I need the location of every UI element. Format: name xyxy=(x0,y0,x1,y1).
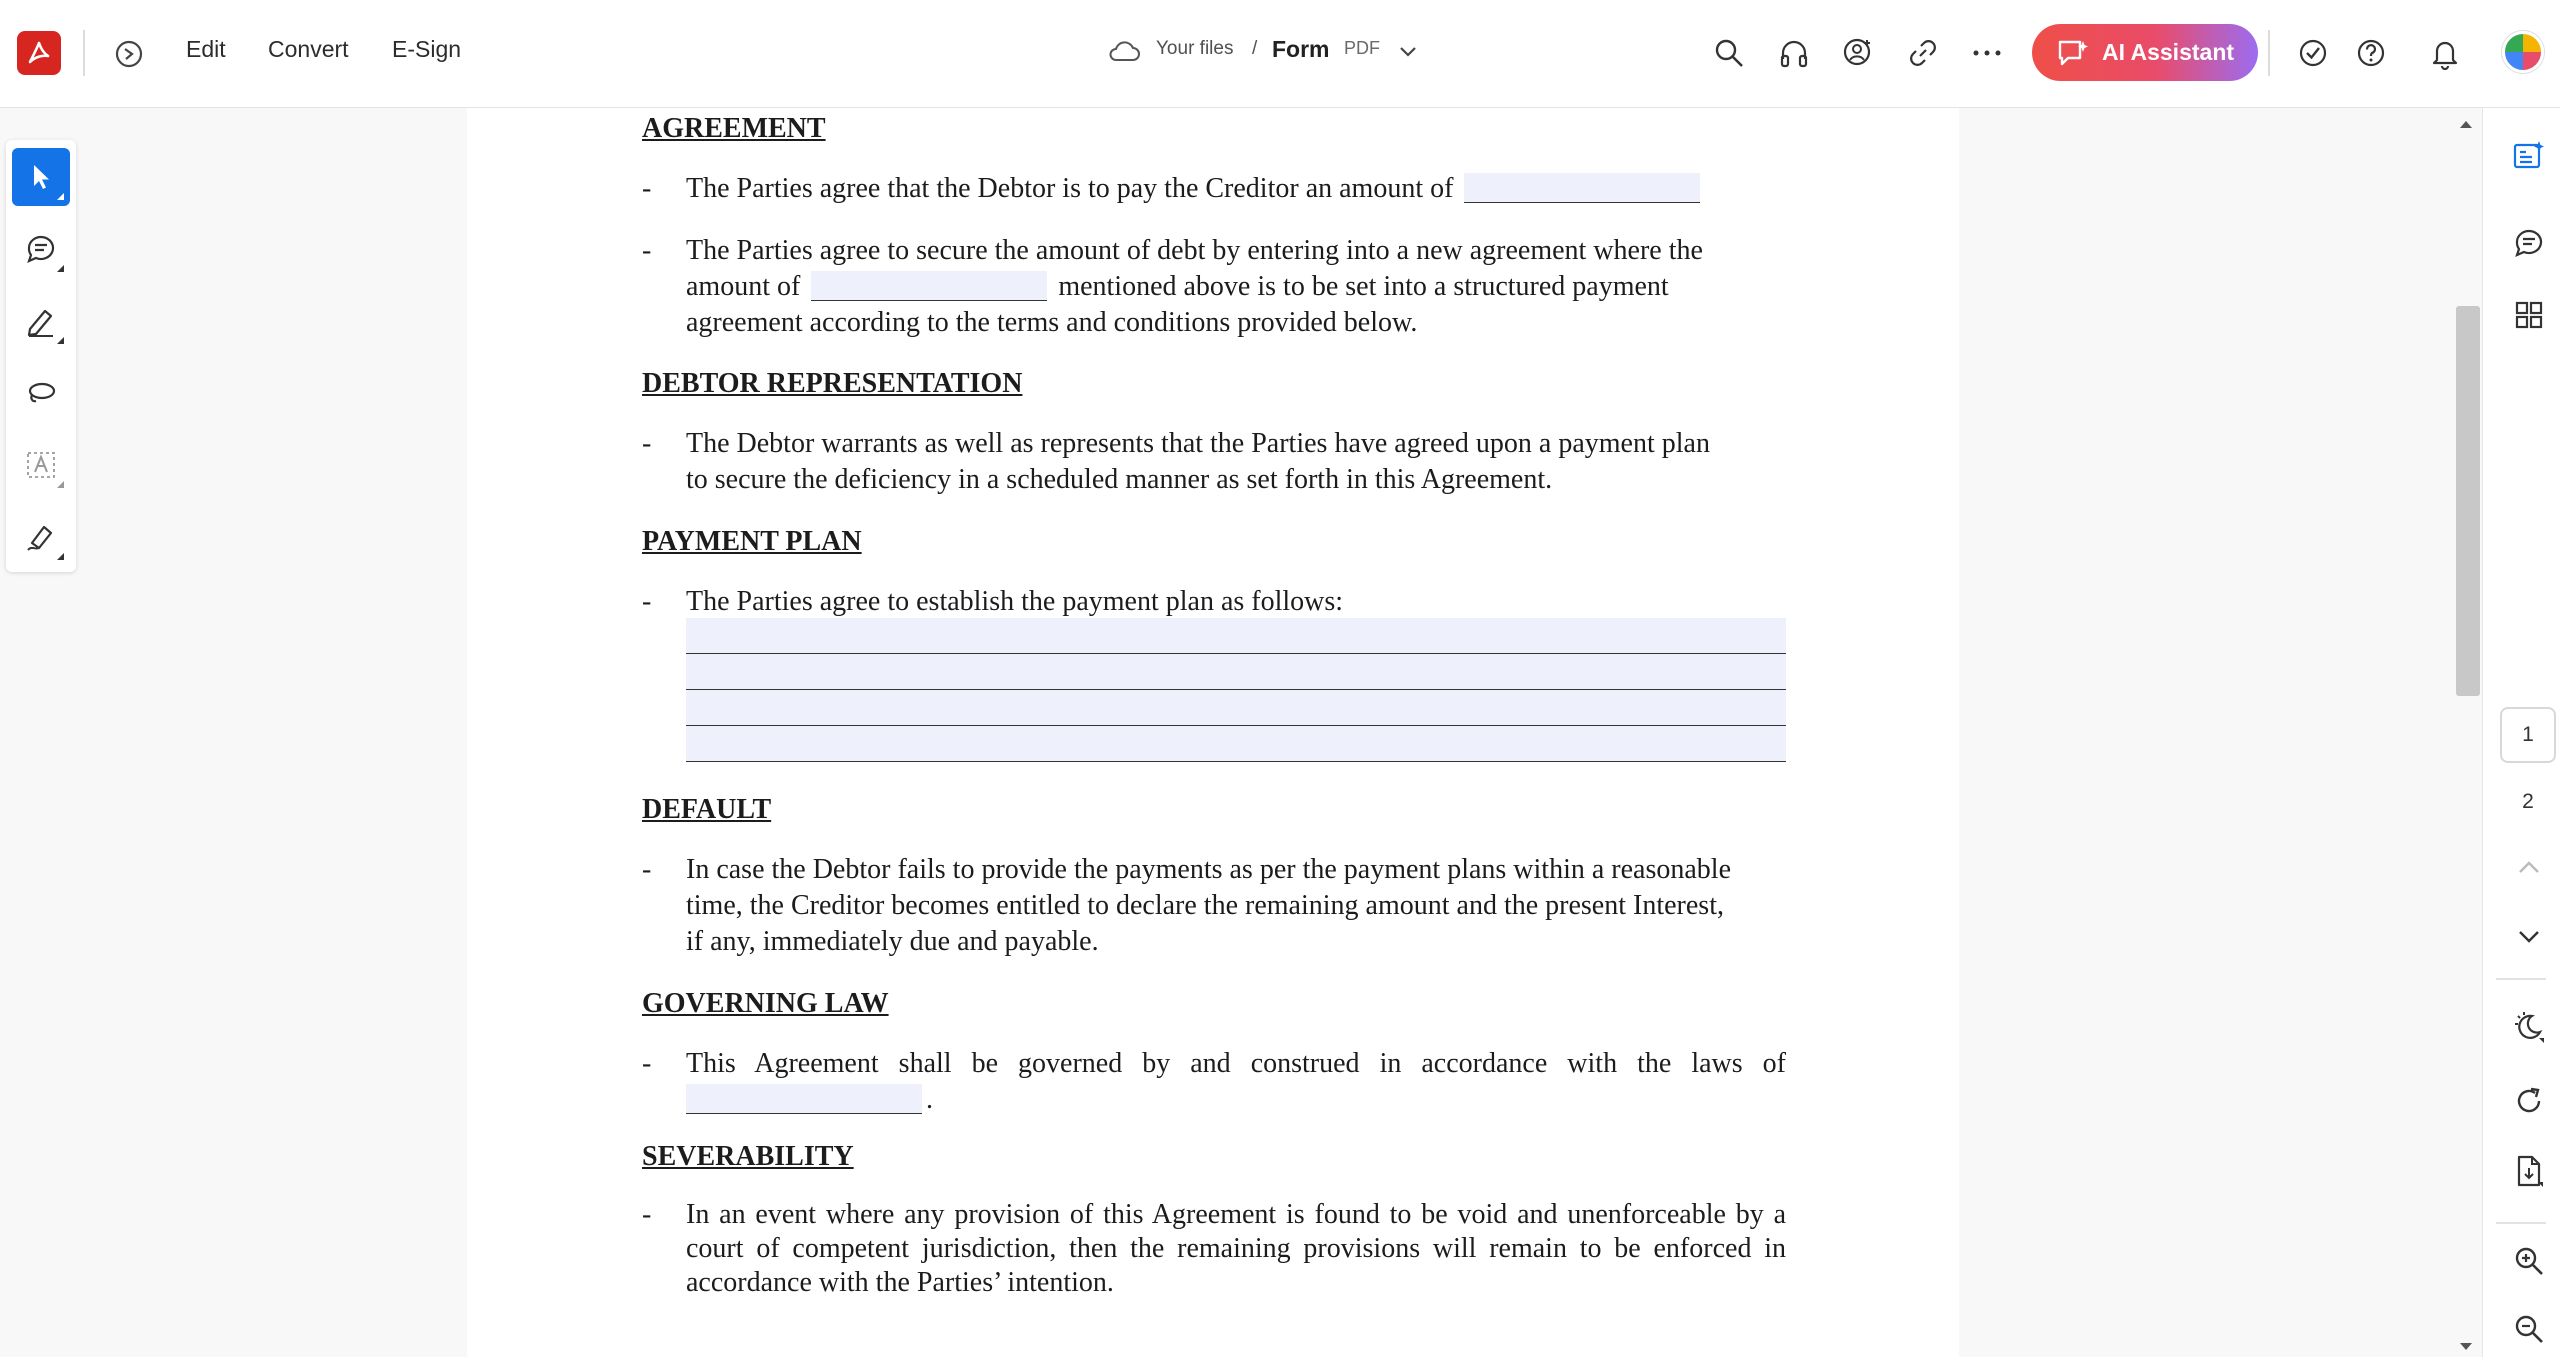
panel-divider xyxy=(2496,978,2546,980)
search-icon[interactable] xyxy=(1710,34,1748,72)
ai-assistant-label: AI Assistant xyxy=(2101,39,2235,65)
comment-icon xyxy=(24,233,58,265)
chevron-down-icon[interactable] xyxy=(1396,40,1420,64)
agreement-item2-line3: agreement according to the terms and conditions provided below. xyxy=(686,307,1418,338)
file-type: PDF xyxy=(1344,38,1380,58)
jurisdiction-field[interactable] xyxy=(686,1084,922,1114)
section-heading-default: DEFAULT xyxy=(642,794,772,825)
share-user-icon[interactable] xyxy=(1839,34,1877,72)
section-heading-severability: SEVERABILITY xyxy=(642,1141,854,1172)
checkmark-circle-icon[interactable] xyxy=(2294,34,2332,72)
breadcrumb-separator: / xyxy=(1252,38,1258,59)
menu-edit[interactable]: Edit xyxy=(186,36,226,62)
cloud-icon xyxy=(1106,36,1142,66)
bullet: - xyxy=(642,854,652,885)
menu-convert[interactable]: Convert xyxy=(268,36,349,62)
document-export-icon[interactable] xyxy=(2510,1152,2548,1190)
payment-plan-field[interactable] xyxy=(686,654,1786,690)
debt-amount-field[interactable] xyxy=(811,271,1047,301)
agreement-item2-line2-post: mentioned above is to be set into a structured payment xyxy=(1058,271,1669,302)
payment-plan-field[interactable] xyxy=(686,726,1786,762)
select-tool[interactable] xyxy=(12,148,70,206)
text-select-tool[interactable] xyxy=(12,436,70,494)
more-icon[interactable] xyxy=(1968,34,2006,72)
section-heading-debtor: DEBTOR REPRESENTATION xyxy=(642,368,1023,399)
headphones-icon[interactable] xyxy=(1775,34,1813,72)
amount-field[interactable] xyxy=(1464,173,1700,203)
ai-assistant-icon xyxy=(2056,38,2090,68)
zoom-out-icon[interactable] xyxy=(2510,1310,2548,1348)
lasso-icon xyxy=(24,380,58,406)
agreement-item2-line1: The Parties agree to secure the amount of debt by entering into a new agreement where the xyxy=(686,235,1703,266)
panel-divider xyxy=(2496,1222,2546,1224)
zoom-in-icon[interactable] xyxy=(2510,1242,2548,1280)
bullet: - xyxy=(642,235,652,266)
scroll-down-arrow-icon[interactable] xyxy=(2456,1340,2476,1354)
bell-icon[interactable] xyxy=(2426,34,2464,72)
link-icon[interactable] xyxy=(1904,34,1942,72)
severability-line2: court of competent jurisdiction, then the remaining provisions will remain to be enforced in xyxy=(686,1233,1786,1264)
ai-assistant-button[interactable] xyxy=(2032,24,2258,81)
governing-line2-post: . xyxy=(926,1084,933,1115)
text-box-icon xyxy=(24,449,58,481)
top-toolbar xyxy=(0,0,2560,108)
comment-tool[interactable] xyxy=(12,220,70,278)
file-name[interactable]: Form xyxy=(1272,36,1330,62)
debtor-line2: to secure the deficiency in a scheduled manner as set forth in this Agreement. xyxy=(686,464,1553,495)
pen-icon xyxy=(24,305,58,337)
edit-pdf-icon[interactable] xyxy=(2510,136,2548,174)
scrollbar-thumb[interactable] xyxy=(2456,306,2480,696)
signature-pen-icon xyxy=(24,521,58,553)
agreement-item2-line2-pre: amount of xyxy=(686,271,801,302)
chevron-down-icon[interactable] xyxy=(2510,918,2548,956)
page-number-next[interactable]: 2 xyxy=(2522,790,2534,813)
rotate-icon[interactable] xyxy=(2510,1082,2548,1120)
bullet: - xyxy=(642,1199,652,1230)
page-number-current[interactable]: 1 xyxy=(2500,707,2556,763)
cursor-icon xyxy=(27,162,55,192)
bullet: - xyxy=(642,1048,652,1079)
breadcrumb-your-files[interactable]: Your files xyxy=(1156,38,1234,59)
thumbnails-grid-icon[interactable] xyxy=(2510,296,2548,334)
bullet: - xyxy=(642,173,652,204)
default-line1: In case the Debtor fails to provide the payments as per the payment plans within a reasonable xyxy=(686,854,1731,885)
help-icon[interactable] xyxy=(2352,34,2390,72)
bullet: - xyxy=(642,428,652,459)
left-tool-panel xyxy=(6,140,76,572)
history-icon[interactable] xyxy=(110,35,148,73)
governing-line1: This Agreement shall be governed by and construed in accordance with the laws of xyxy=(686,1048,1786,1079)
bullet: - xyxy=(642,586,652,617)
sign-tool[interactable] xyxy=(12,508,70,566)
toolbar-divider xyxy=(2268,30,2270,76)
debtor-line1: The Debtor warrants as well as represents that the Parties have agreed upon a payment plan xyxy=(686,428,1710,459)
default-line2: time, the Creditor becomes entitled to declare the remaining amount and the present Interest, xyxy=(686,890,1724,921)
scroll-up-arrow-icon[interactable] xyxy=(2456,116,2476,132)
severability-line3: accordance with the Parties’ intention. xyxy=(686,1267,1114,1298)
section-heading-governing-law: GOVERNING LAW xyxy=(642,988,889,1019)
agreement-item1-text: The Parties agree that the Debtor is to pay the Creditor an amount of xyxy=(686,173,1454,204)
payment-plan-field[interactable] xyxy=(686,618,1786,654)
section-heading-agreement: AGREEMENT xyxy=(642,113,826,144)
toolbar-divider xyxy=(83,30,85,76)
default-line3: if any, immediately due and payable. xyxy=(686,926,1099,957)
section-heading-payment-plan: PAYMENT PLAN xyxy=(642,526,862,557)
chevron-up-icon[interactable] xyxy=(2510,848,2548,886)
payment-plan-field[interactable] xyxy=(686,690,1786,726)
highlight-tool[interactable] xyxy=(12,292,70,350)
payment-line1: The Parties agree to establish the payment plan as follows: xyxy=(686,586,1344,617)
lasso-tool[interactable] xyxy=(12,364,70,422)
acrobat-logo[interactable] xyxy=(17,31,61,75)
avatar[interactable] xyxy=(2502,31,2544,73)
comments-panel-icon[interactable] xyxy=(2510,224,2548,262)
menu-esign[interactable]: E-Sign xyxy=(392,36,462,62)
dark-mode-icon[interactable] xyxy=(2510,1008,2548,1046)
severability-line1: In an event where any provision of this Agreement is found to be void and unenforceable by a xyxy=(686,1199,1786,1230)
